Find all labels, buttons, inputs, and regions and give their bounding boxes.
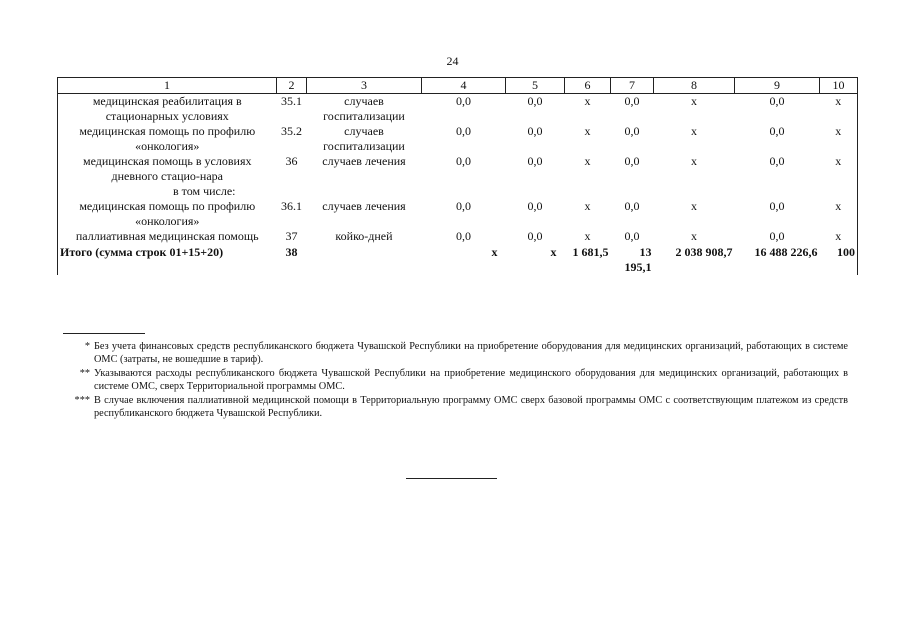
cell: 0,0 xyxy=(527,124,543,138)
end-divider xyxy=(406,478,497,479)
cell: х xyxy=(820,229,858,244)
total-code: 38 xyxy=(285,245,298,259)
row-unit: случаев госпитализации xyxy=(323,124,405,153)
cell: 0,0 xyxy=(456,229,471,243)
table-row xyxy=(58,94,858,125)
cell: 0,0 xyxy=(624,199,640,213)
table-row xyxy=(58,229,858,244)
column-header: 10 xyxy=(820,78,858,94)
footnote-divider xyxy=(63,333,145,334)
column-header: 2 xyxy=(277,78,307,94)
footnote-mark: ** xyxy=(79,368,90,379)
cell: х xyxy=(820,154,858,184)
row-name: паллиативная медицинская помощь xyxy=(58,229,277,244)
footnote xyxy=(62,394,848,420)
footnote-mark: * xyxy=(84,341,90,352)
total-cell: х xyxy=(491,245,498,259)
total-label: Итого (сумма строк 01+15+20) xyxy=(58,244,277,275)
cell: 0,0 xyxy=(624,154,640,168)
cell: х xyxy=(691,124,697,138)
cell: 0,0 xyxy=(527,199,543,213)
cell: 0,0 xyxy=(527,229,543,243)
row-code: 37 xyxy=(285,229,298,243)
total-cell: 16 488 226,6 xyxy=(754,245,818,259)
row-code: 36 xyxy=(285,154,298,168)
cell: х xyxy=(584,94,591,108)
row-unit: койко-дней xyxy=(335,229,393,243)
cell: 0,0 xyxy=(769,199,785,213)
row-code: 35.2 xyxy=(281,124,302,138)
row-subheading: в том числе: xyxy=(58,184,277,199)
footnote-mark: *** xyxy=(74,395,90,406)
cell: 0,0 xyxy=(769,124,785,138)
footnote-text: Указываются расходы республиканского бюджета Чувашской Республики на приобретение медицинского оборудования для медицинских организаций, работающих в системе ОМС, сверх Территориальной программы ОМС. xyxy=(94,368,848,392)
column-header: 9 xyxy=(735,78,820,94)
row-unit: случаев лечения xyxy=(322,154,406,168)
page-number: 24 xyxy=(446,54,459,68)
table-row-subheading xyxy=(58,184,858,199)
column-header: 6 xyxy=(565,78,611,94)
cell: 0,0 xyxy=(456,154,471,168)
table-total-row xyxy=(58,244,858,275)
cell: х xyxy=(584,124,591,138)
total-unit xyxy=(307,244,422,275)
row-unit: случаев госпитализации xyxy=(323,94,405,123)
cell: х xyxy=(691,154,697,168)
total-cell: 1 681,5 xyxy=(572,245,609,259)
table-header-row xyxy=(58,78,858,94)
cell: 0,0 xyxy=(624,229,640,243)
total-cell: 100 xyxy=(820,244,858,275)
cell: х xyxy=(691,229,697,243)
row-code: 35.1 xyxy=(281,94,302,108)
column-header: 1 xyxy=(58,78,277,94)
cell: 0,0 xyxy=(527,94,543,108)
row-name: медицинская помощь по профилю «онкология» xyxy=(58,124,277,154)
row-unit: случаев лечения xyxy=(322,199,406,213)
row-name: медицинская реабилитация в стационарных условиях xyxy=(58,94,277,125)
cell: х xyxy=(820,94,858,125)
footnote xyxy=(62,367,848,393)
cell: 0,0 xyxy=(624,94,640,108)
footnote-text: Без учета финансовых средств республиканского бюджета Чувашской Республики на приобретение оборудования для медицинских организаций, работающих в системе ОМС (затраты, не вошедшие в тариф). xyxy=(94,341,848,365)
cell: х xyxy=(584,199,591,213)
cell: х xyxy=(691,94,697,108)
cell: 0,0 xyxy=(456,124,471,138)
column-header: 8 xyxy=(654,78,735,94)
total-cell: 13 195,1 xyxy=(624,245,652,274)
cell: 0,0 xyxy=(456,199,471,213)
column-header: 7 xyxy=(611,78,654,94)
cell: 0,0 xyxy=(527,154,543,168)
row-name: медицинская помощь в условиях дневного стацио-нара xyxy=(58,154,277,184)
row-code: 36.1 xyxy=(281,199,302,213)
column-header: 4 xyxy=(422,78,506,94)
cell: 0,0 xyxy=(769,154,785,168)
cell: х xyxy=(691,199,697,213)
footnote-text: В случае включения паллиативной медицинской помощи в Территориальную программу ОМС сверх базовой программы ОМС с соответствующим платежом из средств республиканского бюджета Чувашской Республики. xyxy=(94,395,848,419)
footnotes xyxy=(62,340,848,421)
total-cell: х xyxy=(550,245,557,259)
footnote xyxy=(62,340,848,366)
cell: 0,0 xyxy=(769,94,785,108)
column-header: 5 xyxy=(506,78,565,94)
data-table xyxy=(57,77,858,275)
cell: х xyxy=(584,229,591,243)
cell: х xyxy=(820,199,858,229)
cell: 0,0 xyxy=(769,229,785,243)
table-row xyxy=(58,124,858,154)
table-row xyxy=(58,199,858,229)
table-row xyxy=(58,154,858,184)
column-header: 3 xyxy=(307,78,422,94)
cell: 0,0 xyxy=(624,124,640,138)
cell: х xyxy=(820,124,858,154)
row-name: медицинская помощь по профилю «онкология» xyxy=(58,199,277,229)
total-cell: 2 038 908,7 xyxy=(675,245,733,259)
cell: х xyxy=(584,154,591,168)
cell: 0,0 xyxy=(456,94,471,108)
